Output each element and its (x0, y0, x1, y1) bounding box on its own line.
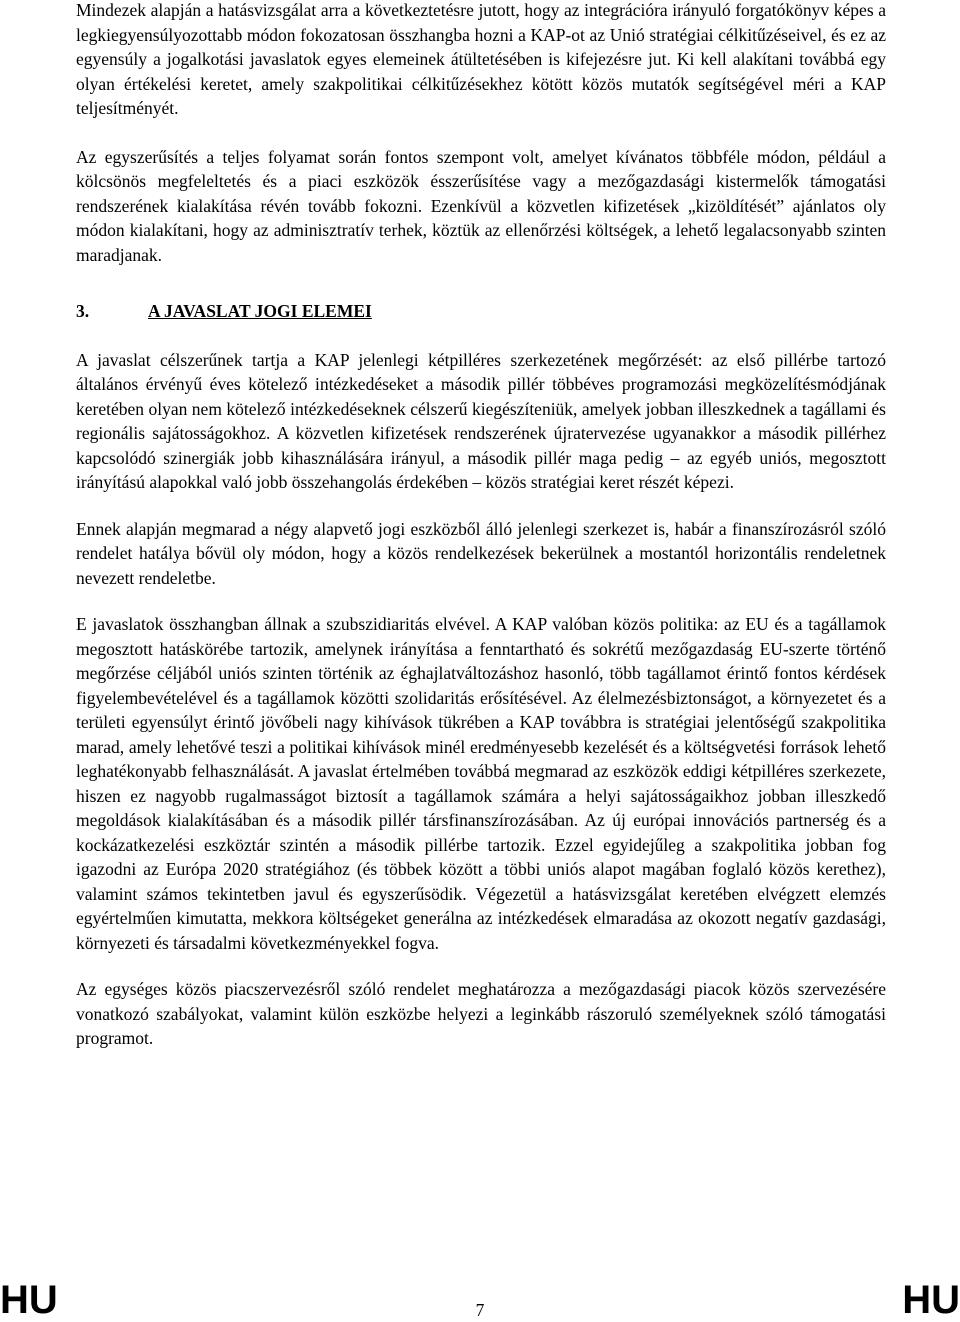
document-body (76, 0, 886, 1073)
footer-language-code-left: HU (0, 1278, 58, 1322)
section-number: 3. (76, 301, 90, 321)
page-number: 7 (475, 1300, 485, 1320)
paragraph-simplification: Az egyszerűsítés a teljes folyamat során fontos szempont volt, amelyet kívánatos többféle módon, például a kölcsönös megfeleltetés és a piaci eszközök ésszerűsítése vagy a mezőgazdasági kistermelők támogatási rendszerének kialakítása révén tovább fokozni. Ezenkívül a közvetlen kifizetések „kizöldítését” ajánlatos oly módon kialakítani, hogy az adminisztratív terhek, köztük az ellenőrzési költségek, a lehető legalacsonyabb szinten maradjanak. (76, 146, 886, 265)
paragraph-subsidiarity: E javaslatok összhangban állnak a szubszidiaritás elvével. A KAP valóban közös politika: az EU és a tagállamok megosztott hatáskörébe tartozik, amelynek irányítása a fenntartható és sokrétű mezőgazdaság EU-szerte történő megőrzése céljából uniós szinten történik az éghajlatváltozáshoz hasonló, több tagállamot érintő fontos kérdések figyelembevételével és a tagállamok közötti szolidaritás erősítésével. Az élelmezésbiztonságot, a környezetet és a területi egyensúlyt érintő jövőbeli nagy kihívások tükrében a KAP továbbra is stratégiai jelentőségű szakpolitika marad, amely lehetővé teszi a politikai kihívások minél eredményesebb kezelését és a költségvetési források lehető leghatékonyabb felhasználását. A javaslat értelmében továbbá megmarad az eszközök eddigi kétpilléres szerkezete, hiszen ez nagyobb rugalmasságot biztosít a tagállamok számára a helyi sajátosságaikhoz jobban illeszkedő megoldások kialakításában és a második pillér társfinanszírozásában. Az új európai innovációs partnerség és a kockázatkezelési eszköztár szintén a második pillérbe tartozik. Ezzel egyidejűleg a szakpolitika jobban fog igazodni az Európa 2020 stratégiához (és többek között a többi uniós alapot magában foglaló közös kerethez), valamint számos tekintetben javul és egyszerűsödik. Végezetül a hatásvizsgálat keretében elvégzett elemzés egyértelműen kimutatta, mekkora költségeket generálna az intézkedések elmaradása az okozott negatív gazdasági, környezeti és társadalmi következményekkel fogva. (76, 614, 886, 953)
paragraph-legal-instruments: Ennek alapján megmarad a négy alapvető jogi eszközből álló jelenlegi szerkezet is, habár a finanszírozásról szóló rendelet hatálya bővül oly módon, hogy a közös rendelkezések bekerülnek a mostantól horizontális rendeletnek nevezett rendeletbe. (76, 518, 886, 588)
paragraph-single-cmo: Az egységes közös piacszervezésről szóló rendelet meghatározza a mezőgazdasági piacok közös szervezésére vonatkozó szabályokat, valamint külön eszközbe helyezi a leginkább rászoruló személyeknek szóló támogatási programot. (76, 979, 886, 1048)
paragraph-conclusion: Mindezek alapján a hatásvizsgálat arra a következtetésre jutott, hogy az integrációra irányuló forgatókönyv képes a legkiegyensúlyozottabb módon fokozatosan összhangba hozni a KAP-ot az Unió stratégiai célkitűzéseivel, és ez az egyensúly a jogalkotási javaslatok egyes elemeinek átültetésében is kifejezésre jut. Ki kell alakítani továbbá egy olyan értékelési keretet, amely szakpolitikai célkitűzésekhez kötött közös mutatók segítségével méri a KAP teljesítményét. (76, 0, 886, 118)
paragraph-two-pillar-structure: A javaslat célszerűnek tartja a KAP jelenlegi kétpilléres szerkezetének megőrzését: az első pillérbe tartozó általános érvényű éves kötelező intézkedéseket a második pillér többéves programozási megközelítésmódjának keretében olyan nem kötelező intézkedéseknek célszerű kiegészíteniük, amelyek jobban illeszkednek a tagállami és regionális sajátosságokhoz. A közvetlen kifizetések rendszerének újratervezése ugyanakkor a második pillérhez kapcsolódó szinergiák jobb kihasználására irányul, a második pillér maga pedig – az egyéb uniós, megosztott irányítású alapokkal való jobb összehangolás érdekében – közös stratégiai keret részét képezi. (76, 349, 886, 492)
section-heading (76, 299, 886, 324)
footer-language-code-right: HU (902, 1278, 960, 1322)
section-title: A JAVASLAT JOGI ELEMEI (148, 301, 372, 321)
